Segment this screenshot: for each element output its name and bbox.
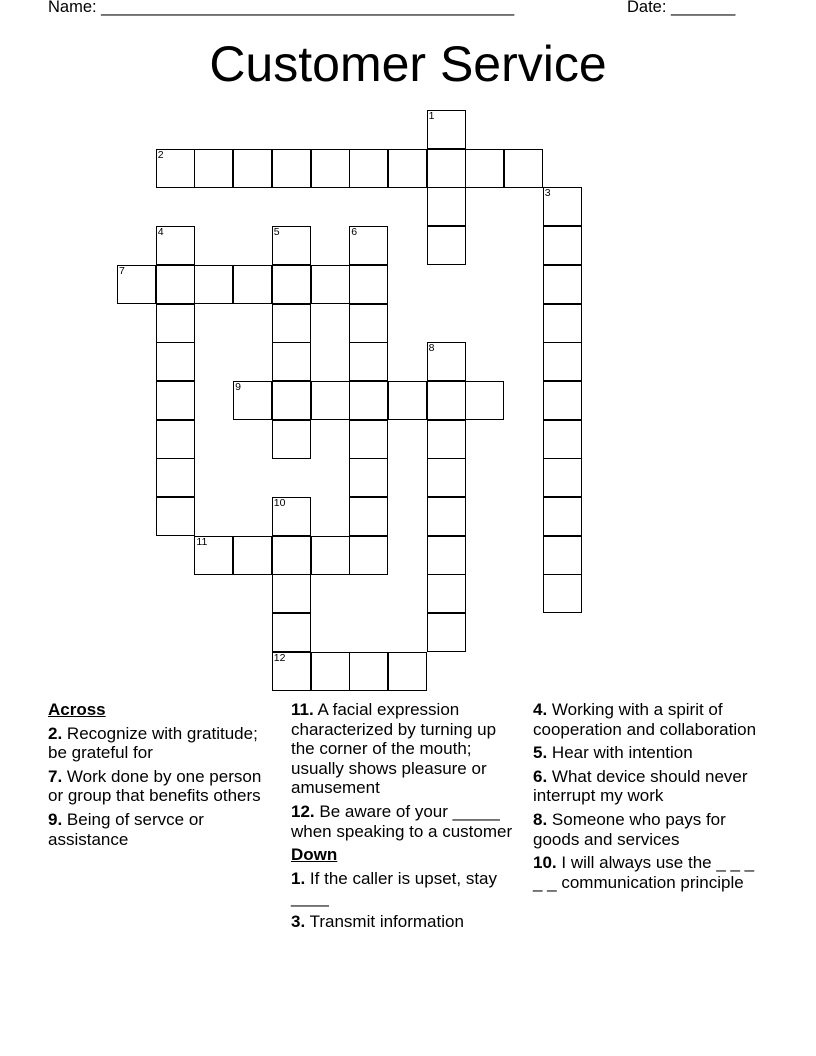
crossword-cell[interactable]: [272, 497, 311, 536]
crossword-cell[interactable]: [427, 497, 466, 536]
clue-text: Work done by one person or group that benefits others: [48, 766, 262, 806]
clue-across-2: [48, 724, 273, 763]
clue-number: 4.: [533, 700, 548, 719]
crossword-cell[interactable]: [349, 342, 388, 381]
name-field-line: Name: _____________________________________________: [48, 0, 515, 16]
crossword-cell[interactable]: [311, 381, 350, 420]
clue-number: 12.: [291, 801, 315, 821]
clue-down-8: [533, 810, 763, 849]
clue-across-11: [291, 700, 516, 798]
crossword-cell[interactable]: [194, 265, 233, 304]
clue-number: 10.: [533, 853, 557, 873]
crossword-cell[interactable]: [233, 149, 272, 188]
clue-text: Transmit information: [309, 911, 464, 931]
crossword-cell[interactable]: [543, 304, 582, 343]
clue-text: Being of servce or assistance: [48, 809, 204, 849]
clue-number: 7.: [48, 766, 63, 786]
clue-down-6: [533, 767, 763, 806]
clue-across-9: [48, 810, 273, 849]
clue-text: If the caller is upset, stay ____: [291, 868, 498, 908]
cell-number: 9: [235, 380, 241, 393]
crossword-cell[interactable]: [272, 265, 311, 304]
crossword-cell[interactable]: [349, 652, 388, 691]
cell-number: 12: [273, 651, 286, 664]
crossword-cell[interactable]: [543, 458, 582, 497]
crossword-cell[interactable]: [272, 613, 311, 652]
clue-column-3: [533, 700, 763, 896]
date-field-line: Date: _______: [627, 0, 736, 16]
clue-number: 3.: [291, 911, 306, 931]
crossword-cell[interactable]: [311, 536, 350, 575]
crossword-cell[interactable]: [427, 458, 466, 497]
crossword-cell[interactable]: [427, 613, 466, 652]
crossword-cell[interactable]: [311, 652, 350, 691]
crossword-cell[interactable]: [349, 420, 388, 459]
crossword-cell[interactable]: [156, 342, 195, 381]
crossword-cell[interactable]: [465, 381, 504, 420]
cell-number: 4: [157, 226, 164, 239]
cell-number: 11: [196, 535, 208, 548]
cell-number: 3: [544, 187, 551, 200]
crossword-cell[interactable]: [427, 226, 466, 265]
crossword-cell[interactable]: [543, 536, 582, 575]
clue-text: Be aware of your _____ when speaking to a customer: [291, 801, 513, 841]
clue-down-5: [533, 743, 763, 763]
across-heading: Across: [48, 700, 106, 719]
crossword-cell[interactable]: [311, 149, 350, 188]
crossword-cell[interactable]: [272, 226, 311, 265]
clue-down-10: [533, 853, 763, 892]
crossword-cell[interactable]: [156, 304, 195, 343]
cell-number: 2: [157, 148, 164, 161]
clue-number: 8.: [533, 809, 548, 829]
clue-down-1: [291, 869, 516, 908]
crossword-cell[interactable]: [388, 652, 427, 691]
down-heading: Down: [291, 845, 338, 865]
crossword-cell[interactable]: [427, 342, 466, 381]
crossword-cell[interactable]: [543, 187, 582, 226]
clue-text: I will always use the _ _ _ _ _ communication principle: [533, 853, 755, 892]
crossword-cell[interactable]: [156, 497, 195, 536]
crossword-cell[interactable]: [349, 304, 388, 343]
crossword-cell[interactable]: [194, 536, 233, 575]
crossword-cell[interactable]: [272, 342, 311, 381]
cell-number: 10: [273, 497, 286, 509]
crossword-cell[interactable]: [272, 149, 311, 188]
crossword-cell[interactable]: [543, 420, 582, 459]
crossword-cell[interactable]: [427, 420, 466, 459]
clue-number: 9.: [48, 809, 63, 829]
crossword-cell[interactable]: [272, 574, 311, 613]
crossword-cell[interactable]: [233, 265, 272, 304]
crossword-cell[interactable]: [272, 536, 311, 575]
crossword-cell[interactable]: [311, 265, 350, 304]
clue-down-4: [533, 700, 763, 739]
crossword-cell[interactable]: [233, 381, 272, 420]
crossword-cell[interactable]: [388, 149, 427, 188]
clue-text: Someone who pays for goods and services: [533, 809, 726, 849]
crossword-cell[interactable]: [156, 149, 195, 188]
cell-number: 5: [273, 226, 280, 239]
crossword-cell[interactable]: [427, 536, 466, 575]
crossword-cell[interactable]: [349, 536, 388, 575]
crossword-cell[interactable]: [465, 149, 504, 188]
crossword-cell[interactable]: [272, 304, 311, 343]
crossword-cell[interactable]: [504, 149, 543, 188]
cell-number: 6: [351, 226, 358, 239]
clue-number: 2.: [48, 723, 63, 743]
cell-number: 8: [428, 342, 435, 355]
clue-column-2: [291, 700, 516, 936]
crossword-cell[interactable]: [156, 265, 195, 304]
crossword-cell[interactable]: [349, 265, 388, 304]
clue-text: Working with a spirit of cooperation and collaboration: [533, 700, 757, 739]
clue-number: 6.: [533, 766, 548, 786]
crossword-cell[interactable]: [427, 110, 466, 149]
crossword-cell[interactable]: [427, 381, 466, 420]
crossword-cell[interactable]: [543, 226, 582, 265]
clue-text: What device should never interrupt my work: [533, 766, 748, 806]
crossword-cell[interactable]: [272, 381, 311, 420]
crossword-cell[interactable]: [543, 574, 582, 613]
crossword-cell[interactable]: [543, 342, 582, 381]
crossword-cell[interactable]: [194, 149, 233, 188]
crossword-cell[interactable]: [156, 458, 195, 497]
crossword-cell[interactable]: [349, 149, 388, 188]
clue-number: 11.: [291, 700, 314, 719]
clue-across-12: [291, 802, 516, 841]
crossword-cell[interactable]: [427, 187, 466, 226]
crossword-cell[interactable]: [543, 265, 582, 304]
crossword-cell[interactable]: [233, 536, 272, 575]
clue-text: A facial expression characterized by turning up the corner of the mouth; usually shows pleasure or amusement: [291, 700, 497, 798]
clue-across-7: [48, 767, 273, 806]
crossword-cell[interactable]: [272, 420, 311, 459]
crossword-cell[interactable]: [117, 265, 156, 304]
clue-down-3: [291, 912, 516, 932]
crossword-cell[interactable]: [349, 458, 388, 497]
crossword-cell[interactable]: [272, 652, 311, 691]
crossword-cell[interactable]: [349, 497, 388, 536]
crossword-cell[interactable]: [427, 149, 466, 188]
crossword-cell[interactable]: [349, 381, 388, 420]
clue-column-1: [48, 700, 273, 853]
crossword-cell[interactable]: [156, 420, 195, 459]
cell-number: 7: [119, 264, 125, 277]
clue-number: 5.: [533, 743, 548, 763]
crossword-cell[interactable]: [156, 226, 195, 265]
clue-text: Hear with intention: [551, 743, 693, 763]
crossword-cell[interactable]: [427, 574, 466, 613]
clue-number: 1.: [291, 868, 306, 888]
crossword-cell[interactable]: [388, 381, 427, 420]
crossword-cell[interactable]: [156, 381, 195, 420]
crossword-cell[interactable]: [543, 497, 582, 536]
crossword-cell[interactable]: [543, 381, 582, 420]
clue-text: Recognize with gratitude; be grateful for: [48, 723, 258, 763]
cell-number: 1: [428, 110, 435, 122]
page-title: Customer Service: [209, 36, 607, 92]
crossword-cell[interactable]: [349, 226, 388, 265]
